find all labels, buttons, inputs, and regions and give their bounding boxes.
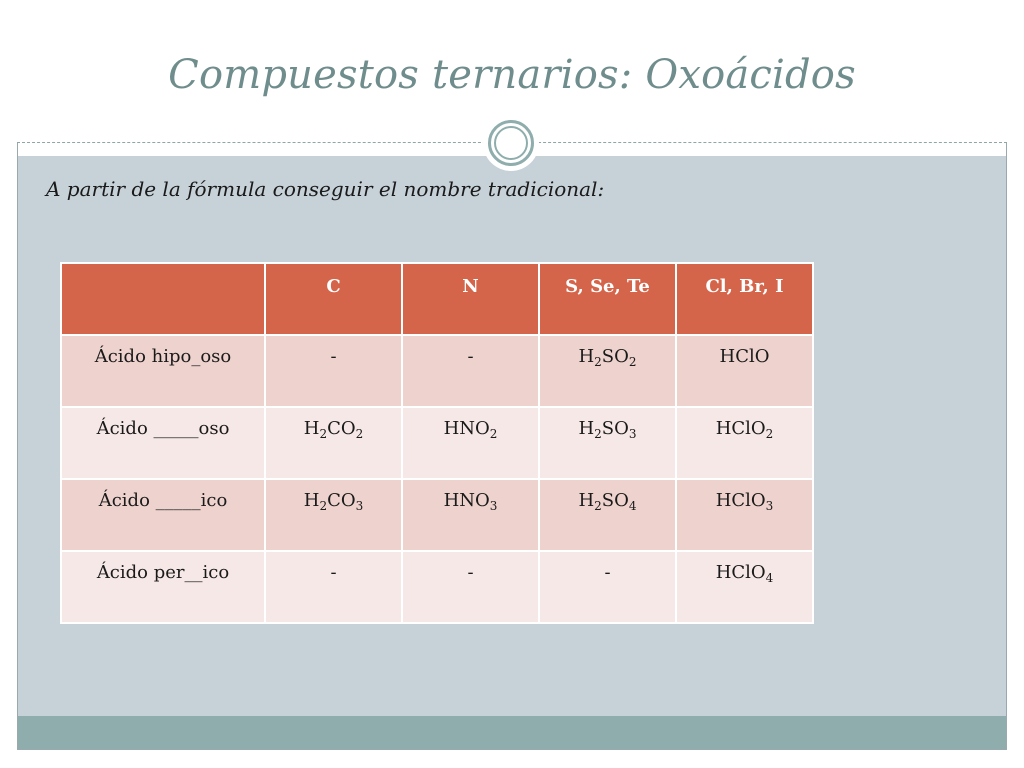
formula-text: H [303,490,320,511]
formula-cell [539,551,676,623]
formula-text: HClO [719,346,770,367]
formula-cell [676,407,813,479]
row-label: Ácido _____ico [61,479,265,551]
formula-cell [265,335,402,407]
formula-cell [676,335,813,407]
formula-cell [539,407,676,479]
formula-subscript: 3 [489,499,498,513]
formula-text: H [303,418,320,439]
formula-cell [402,551,539,623]
header-cell-s-se-te: S, Se, Te [539,263,676,335]
formula-text: SO [601,418,629,439]
slide-subtitle: A partir de la fórmula conseguir el nombre tradicional: [46,177,605,201]
formula-cell [265,551,402,623]
formula-cell [265,479,402,551]
formula-cell [539,335,676,407]
header-cell-c: C [265,263,402,335]
formula-text: SO [601,490,629,511]
formula-cell [676,479,813,551]
formula-subscript: 4 [628,499,637,513]
table-row [61,335,813,407]
formula-subscript: 4 [765,571,774,585]
formula-text: CO [327,418,356,439]
formula-text: H [578,346,595,367]
header-cell-empty [61,263,265,335]
formula-text: HClO [715,562,766,583]
formula-text: - [467,346,474,367]
formula-subscript: 2 [319,499,328,513]
formula-subscript: 2 [594,355,602,369]
formula-text: - [604,562,611,583]
formula-text: H [578,490,595,511]
formula-subscript: 2 [355,427,364,441]
formula-subscript: 2 [765,427,774,441]
formula-text: - [330,346,337,367]
row-label: Ácido per__ico [61,551,265,623]
formula-subscript: 2 [594,427,602,441]
header-cell-n: N [402,263,539,335]
formula-cell [676,551,813,623]
formula-text: HClO [715,490,766,511]
oxoacid-table [60,262,814,624]
formula-subscript: 2 [594,499,602,513]
formula-subscript: 3 [765,499,774,513]
slide-title: Compuestos ternarios: Oxoácidos [168,52,856,98]
formula-cell [402,407,539,479]
formula-cell [402,479,539,551]
formula-cell [539,479,676,551]
formula-text: HNO [443,418,490,439]
formula-text: H [578,418,595,439]
row-label: Ácido hipo_oso [61,335,265,407]
header-cell-cl-br-i: Cl, Br, I [676,263,813,335]
footer-bar [18,716,1006,749]
formula-subscript: 3 [355,499,364,513]
table-row [61,479,813,551]
formula-subscript: 3 [628,427,637,441]
formula-cell [402,335,539,407]
formula-text: - [467,562,474,583]
circle-ornament-inner [494,126,528,160]
formula-cell [265,407,402,479]
formula-subscript: 2 [319,427,328,441]
table-row [61,551,813,623]
table-header-row [61,263,813,335]
formula-text: HClO [715,418,766,439]
formula-text: SO [601,346,629,367]
formula-text: - [330,562,337,583]
row-label: Ácido _____oso [61,407,265,479]
formula-text: CO [327,490,356,511]
formula-subscript: 2 [489,427,498,441]
formula-text: HNO [443,490,490,511]
table-row [61,407,813,479]
formula-subscript: 2 [628,355,637,369]
